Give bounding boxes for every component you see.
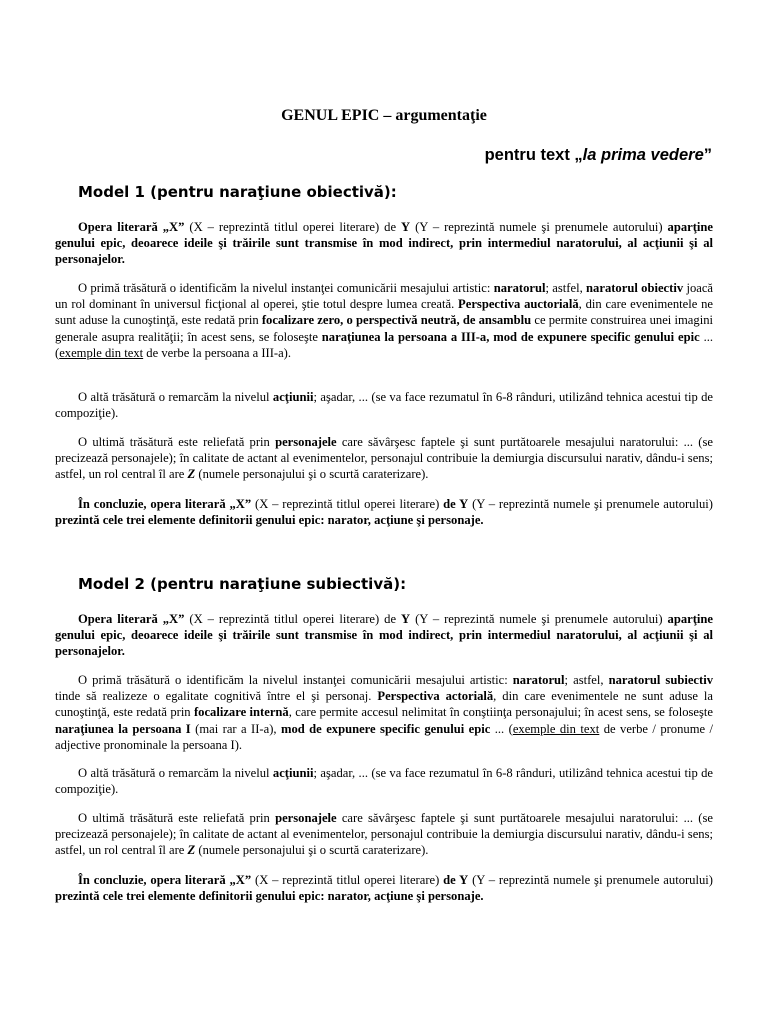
- text-run: O altă trăsătură o remarcăm la nivelul: [78, 390, 273, 404]
- bold-text: naraţiunea la persoana a III-a, mod de expunere specific genului epic: [321, 329, 700, 344]
- bold-text: focalizare zero, o perspectivă neutră, de ansamblu: [261, 313, 532, 328]
- text-run: O primă trăsătură o identificăm la nivelul instanţei comunicării mesajului artistic:: [78, 281, 494, 295]
- bold-text: prezintă cele trei elemente definitorii genului epic: narator, acţiune şi personaje.: [55, 889, 484, 904]
- text-run: ; aşadar, ... (se va face rezumatul în 6-8 rânduri, utilizând tehnica acestui tip de compoziţie).: [55, 766, 713, 797]
- text-run: ; astfel,: [564, 673, 609, 687]
- model1-paragraph-5: [55, 496, 713, 528]
- bold-text: aparţine genului epic, deoarece ideile şi trăirile sunt transmise în mod indirect, prin intermediul naratorului, al acţiunii şi al personajelor.: [55, 612, 713, 659]
- bold-text: de Y: [443, 873, 469, 887]
- text-run: , din care evenimentele ne sunt aduse la cunoştinţă, este redată prin: [55, 297, 713, 328]
- model1-paragraph-3: [55, 389, 713, 421]
- text-run: O primă trăsătură o identificăm la nivelul instanţei comunicării mesajului artistic:: [78, 673, 513, 687]
- bold-text: Y: [401, 612, 411, 626]
- model2-paragraph-2: [55, 672, 713, 753]
- model2-paragraph-3: [55, 765, 713, 797]
- bold-text: naratorul subiectiv: [608, 673, 714, 687]
- bold-text: naraţiunea la persoana I: [55, 721, 191, 736]
- bold-text: Perspectiva actorială: [377, 689, 494, 704]
- text-run: ... (: [490, 721, 513, 736]
- bold-text: naratorul obiectiv: [586, 281, 684, 295]
- text-run: (numele personajului şi o scurtă caraterizare).: [195, 467, 429, 482]
- model2-paragraph-4: [55, 810, 713, 859]
- text-run: ; astfel,: [545, 281, 587, 295]
- text-run: care săvârşesc faptele şi sunt purtătoarele mesajului naratorului: ... (se precizează personajele); în calitate de actant al evenimentelor, personajul contribuie la demiurgia discursului narativ, dându-i sens; astfel, un rol central îl are: [55, 435, 713, 482]
- text-run: O altă trăsătură o remarcăm la nivelul: [78, 766, 273, 780]
- text-run: tinde să realizeze o egalitate cognitivă între el şi personaj.: [55, 689, 378, 704]
- bold-italic-text: Z: [187, 843, 196, 858]
- bold-text: naratorul: [512, 673, 565, 687]
- bold-text: aparţine genului epic, deoarece ideile şi trăirile sunt transmise în mod indirect, prin intermediul naratorului, al acţiunii şi al personajelor.: [55, 220, 713, 267]
- text-run: O ultimă trăsătură este reliefată prin: [78, 811, 276, 825]
- model2-paragraph-1: [55, 611, 713, 660]
- text-run: ; aşadar, ... (se va face rezumatul în 6-8 rânduri, utilizând tehnica acestui tip de compoziţie).: [55, 390, 713, 421]
- text-run: ... (: [55, 329, 714, 360]
- bold-text: prezintă cele trei elemente definitorii genului epic: narator, acţiune şi personaje.: [55, 513, 484, 528]
- bold-text: de Y: [443, 497, 469, 511]
- bold-text: Perspectiva auctorială: [458, 297, 579, 312]
- text-run: de verbe / pronume / adjective pronominale la persoana I).: [55, 721, 714, 752]
- text-run: , din care evenimentele ne sunt aduse la cunoştinţă, este redată prin: [55, 689, 713, 720]
- bold-text: focalizare internă: [193, 705, 289, 720]
- text-run: (Y – reprezintă numele şi prenumele autorului): [410, 612, 668, 626]
- model1-heading: Model 1 (pentru naraţiune obiectivă):: [78, 183, 397, 201]
- text-run: (numele personajului şi o scurtă caraterizare).: [195, 843, 429, 858]
- page-subtitle: [485, 147, 712, 163]
- bold-text: acţiunii: [272, 766, 314, 780]
- bold-text: În concluzie, opera literară „X”: [78, 497, 252, 511]
- text-run: care săvârşesc faptele şi sunt purtătoarele mesajului naratorului: ... (se precizează personajele); în calitate de actant al evenimentelor, personajul contribuie la demiurgia discursului narativ, dându-i sens; astfel, un rol central îl are: [55, 811, 713, 858]
- underlined-text: exemple din text: [512, 721, 600, 736]
- text-run: ce permite construirea unei imagini generale asupra realităţii; în acest sens, se foloseşte: [55, 313, 713, 344]
- bold-text: acţiunii: [272, 390, 314, 404]
- text-run: (mai rar a II-a),: [190, 721, 281, 736]
- text-run: O ultimă trăsătură este reliefată prin: [78, 435, 276, 449]
- bold-text: personajele: [275, 811, 337, 825]
- bold-text: personajele: [275, 435, 337, 449]
- model2-paragraph-5: [55, 872, 713, 904]
- text-run: de verbe la persoana a III-a).: [143, 345, 292, 360]
- bold-text: Y: [401, 220, 411, 234]
- model2-heading: Model 2 (pentru naraţiune subiectivă):: [78, 575, 407, 593]
- text-run: (Y – reprezintă numele şi prenumele autorului): [410, 220, 668, 234]
- bold-text: naratorul: [493, 281, 546, 295]
- model1-paragraph-2: [55, 280, 713, 361]
- text-run: joacă un rol dominant în universul ficţional al operei, ştie totul despre lumea creată.: [55, 281, 714, 312]
- bold-text: mod de expunere specific genului epic: [280, 721, 491, 736]
- subtitle-suffix: ”: [703, 146, 712, 164]
- text-run: (Y – reprezintă numele şi prenumele autorului): [468, 497, 713, 511]
- text-run: (Y – reprezintă numele şi prenumele autorului): [468, 873, 713, 887]
- subtitle-prefix: pentru text „: [484, 146, 583, 164]
- text-run: (X – reprezintă titlul operei literare) de: [184, 612, 402, 626]
- model1-paragraph-1: [55, 219, 713, 268]
- bold-italic-text: Z: [187, 467, 196, 482]
- underlined-text: exemple din text: [59, 345, 144, 360]
- page-title: GENUL EPIC – argumentaţie: [281, 107, 487, 124]
- text-run: (X – reprezintă titlul operei literare) de: [184, 220, 402, 234]
- bold-text: Opera literară „X”: [78, 612, 185, 626]
- text-run: (X – reprezintă titlul operei literare): [251, 497, 444, 511]
- text-run: , care permite accesul nelimitat în conştiinţa personajului; în acest sens, se foloseşte: [288, 705, 713, 720]
- subtitle-italic: la prima vedere: [582, 146, 704, 164]
- model1-paragraph-4: [55, 434, 713, 483]
- bold-text: În concluzie, opera literară „X”: [78, 873, 252, 887]
- bold-text: Opera literară „X”: [78, 220, 185, 234]
- text-run: (X – reprezintă titlul operei literare): [251, 873, 444, 887]
